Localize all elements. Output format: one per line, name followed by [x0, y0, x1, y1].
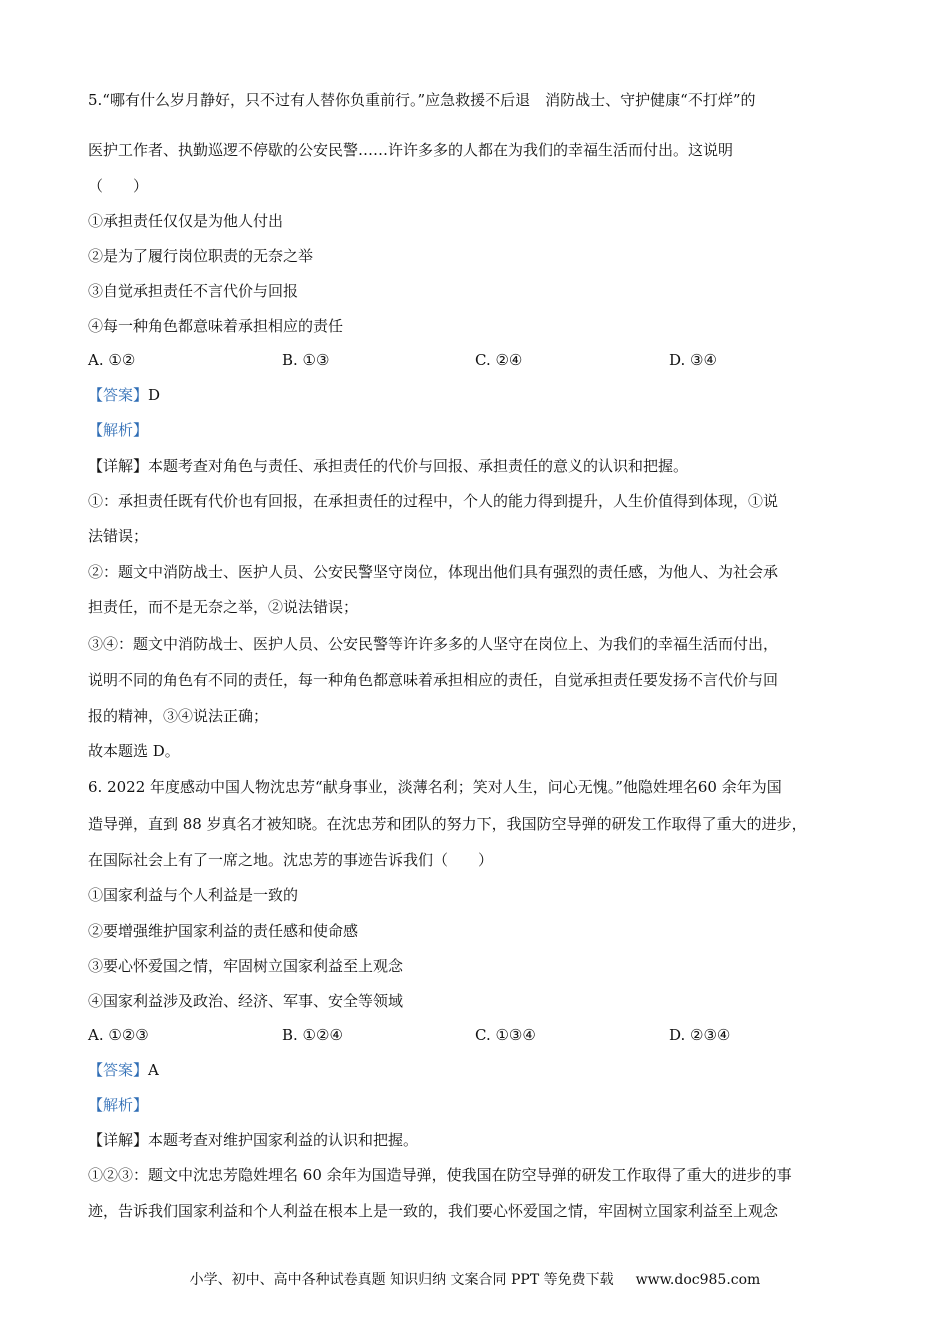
q6-choice-d: D. ②③④ [669, 1026, 731, 1044]
q6-detail-tag: 【详解】 [88, 1131, 149, 1149]
q6-statement-2: ②要增强维护国家利益的责任感和使命感 [88, 922, 359, 940]
q5-choice-c: C. ②④ [475, 351, 523, 369]
q5-explanation-line-4: 担责任，而不是无奈之举，②说法错误； [88, 598, 359, 616]
page-footer [0, 1270, 950, 1290]
q5-choice-d: D. ③④ [669, 351, 717, 369]
q5-stem-line-1: 5.“哪有什么岁月静好，只不过有人替你负重前行。”应急救援不后退 消防战士、守护健康“不打烊”的 [88, 91, 756, 109]
q5-answer-value: D [148, 386, 161, 404]
q6-statement-4: ④国家利益涉及政治、经济、军事、安全等领域 [88, 992, 404, 1010]
q6-explanation-line-1: ①②③：题文中沈忠芳隐姓埋名 60 余年为国造导弹，使我国在防空导弹的研发工作取得了重大的进步的事 [88, 1166, 792, 1184]
q6-stem-line-3: 在国际社会上有了一席之地。沈忠芳的事迹告诉我们（ ） [88, 851, 494, 869]
footer-url-link[interactable]: www.doc985.com [635, 1272, 761, 1288]
q5-statement-2: ②是为了履行岗位职责的无奈之举 [88, 247, 314, 265]
q5-detail-tag: 【详解】 [88, 457, 149, 475]
q6-statement-3: ③要心怀爱国之情，牢固树立国家利益至上观念 [88, 957, 404, 975]
q6-answer-tag: 【答案】 [88, 1061, 149, 1079]
q6-detail-intro: 本题考查对维护国家利益的认识和把握。 [148, 1131, 419, 1149]
q6-explanation-line-2: 迹，告诉我们国家利益和个人利益在根本上是一致的，我们要心怀爱国之情，牢固树立国家利益至上观念 [88, 1202, 779, 1220]
q5-choice-b: B. ①③ [282, 351, 330, 369]
q5-analysis-tag: 【解析】 [88, 421, 149, 439]
q6-stem-line-2: 造导弹，直到 88 岁真名才被知晓。在沈忠芳和团队的努力下，我国防空导弹的研发工作取得了重大的进步， [88, 815, 807, 833]
q5-detail-row [88, 456, 688, 476]
q5-statement-3: ③自觉承担责任不言代价与回报 [88, 282, 299, 300]
q5-statement-4: ④每一种角色都意味着承担相应的责任 [88, 317, 344, 335]
q5-answer-tag: 【答案】 [88, 386, 149, 404]
q5-explanation-line-7: 报的精神，③④说法正确； [88, 707, 269, 725]
q5-statement-1: ①承担责任仅仅是为他人付出 [88, 212, 284, 230]
q5-answer-row [88, 385, 160, 405]
q6-choice-a: A. ①②③ [88, 1026, 149, 1044]
q5-explanation-line-1: ①：承担责任既有代价也有回报，在承担责任的过程中，个人的能力得到提升，人生价值得到体现，①说 [88, 492, 779, 510]
q6-choice-c: C. ①③④ [475, 1026, 536, 1044]
q5-detail-intro: 本题考查对角色与责任、承担责任的代价与回报、承担责任的意义的认识和把握。 [148, 457, 689, 475]
q6-detail-row [88, 1130, 418, 1150]
q5-stem-line-3: （ ） [88, 177, 149, 195]
q5-conclusion: 故本题选 D。 [88, 742, 180, 760]
q5-stem-line-2: 医护工作者、执勤巡逻不停歇的公安民警……许许多多的人都在为我们的幸福生活而付出。这说明 [88, 141, 734, 159]
q5-explanation-line-3: ②：题文中消防战士、医护人员、公安民警坚守岗位，体现出他们具有强烈的责任感，为他人、为社会承 [88, 563, 779, 581]
q5-explanation-line-6: 说明不同的角色有不同的责任，每一种角色都意味着承担相应的责任，自觉承担责任要发扬不言代价与回 [88, 671, 779, 689]
q6-answer-row [88, 1060, 159, 1080]
q6-analysis-tag: 【解析】 [88, 1096, 149, 1114]
q5-explanation-line-5: ③④：题文中消防战士、医护人员、公安民警等许许多多的人坚守在岗位上、为我们的幸福生活而付出， [88, 635, 779, 653]
q6-choice-b: B. ①②④ [282, 1026, 343, 1044]
q5-choice-a: A. ①② [88, 351, 136, 369]
q6-statement-1: ①国家利益与个人利益是一致的 [88, 886, 299, 904]
q6-stem-line-1: 6. 2022 年度感动中国人物沈忠芳“献身事业，淡薄名利；笑对人生，问心无愧。”他隐姓埋名60 余年为国 [88, 778, 782, 796]
q5-explanation-line-2: 法错误； [88, 527, 149, 545]
footer-text: 小学、初中、高中各种试卷真题 知识归纳 文案合同 PPT 等免费下载 [189, 1272, 614, 1288]
q6-answer-value: A [148, 1061, 159, 1079]
